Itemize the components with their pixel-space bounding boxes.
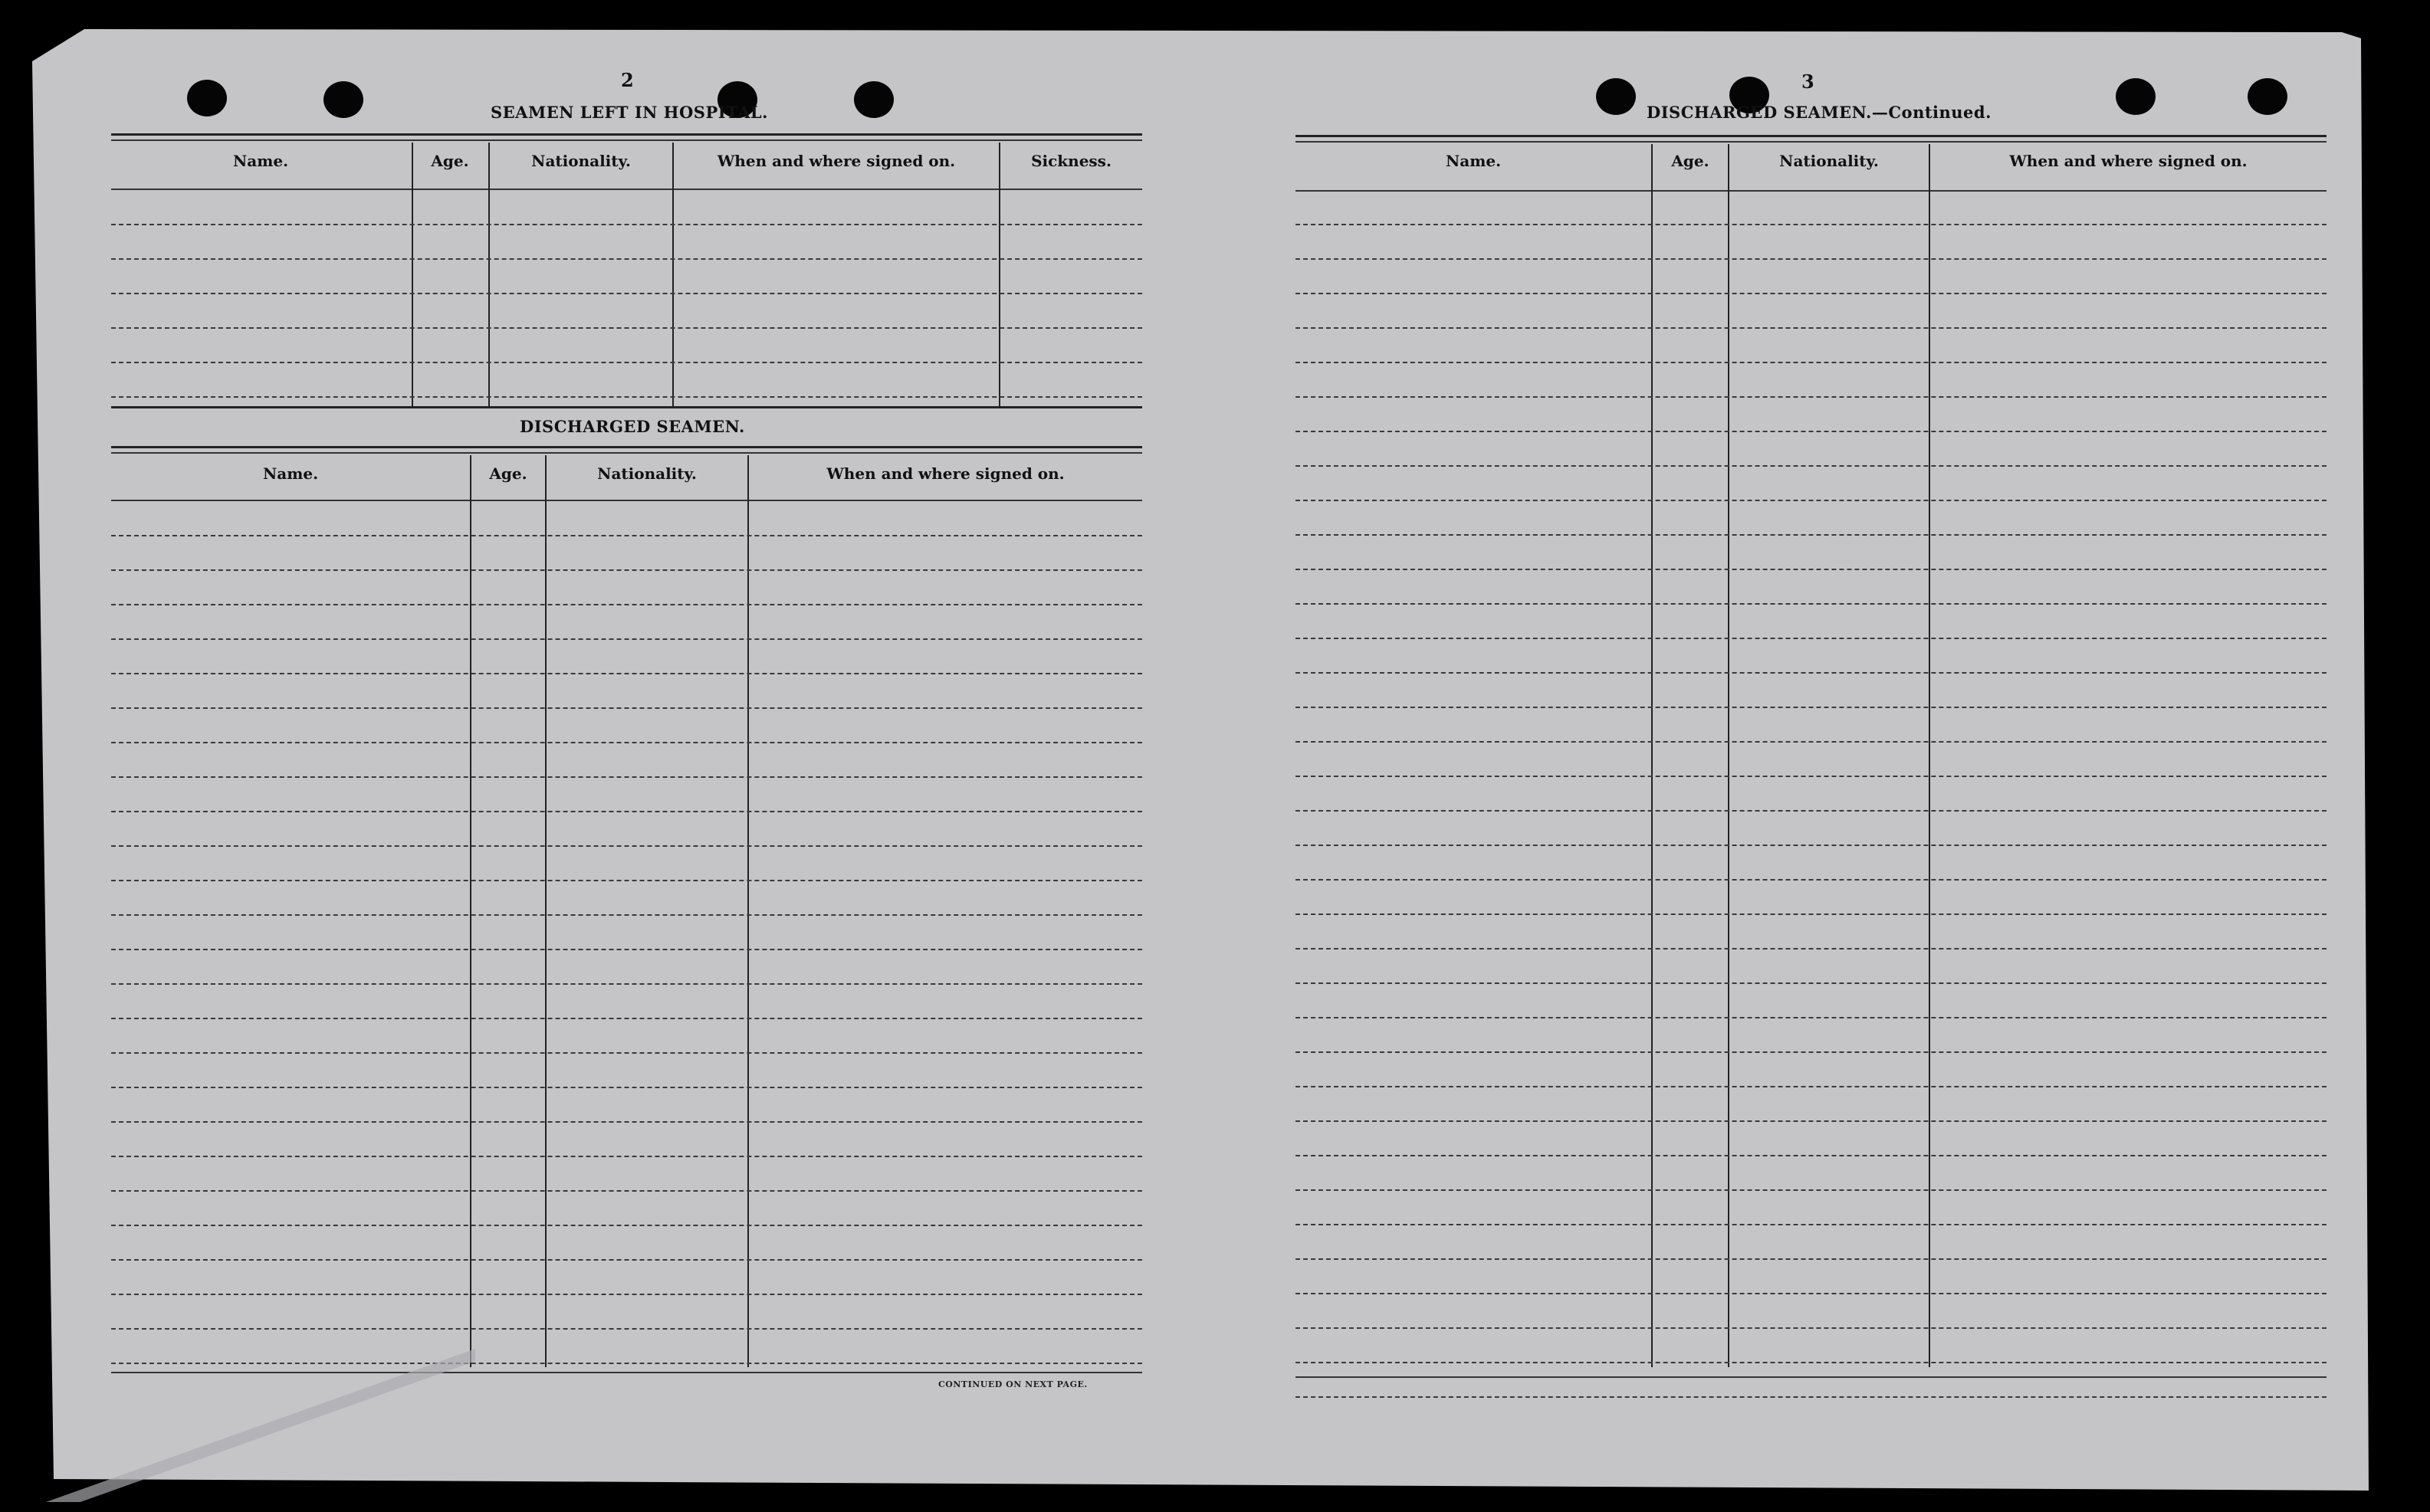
table-row[interactable] (111, 1121, 1142, 1123)
hospital-section-title: SEAMEN LEFT IN HOSPITAL. (491, 103, 768, 122)
table-row[interactable] (1295, 1258, 2327, 1260)
hospital-top-rule (111, 133, 1142, 136)
table-row[interactable] (111, 224, 1142, 225)
right-bottom-rule (1295, 1376, 2327, 1378)
table-row[interactable] (1295, 672, 2327, 674)
table-row[interactable] (1295, 1293, 2327, 1294)
table-row[interactable] (1295, 293, 2327, 294)
table-row[interactable] (111, 845, 1142, 847)
table-row[interactable] (111, 396, 1142, 398)
right-col-name: Name. (1445, 152, 1502, 170)
discharged-col-signed-on: When and where signed on. (826, 464, 1065, 483)
punch-hole (2116, 78, 2156, 115)
hospital-col-nationality: Nationality. (531, 152, 631, 170)
table-row[interactable] (1295, 569, 2327, 570)
punch-hole (323, 81, 363, 118)
table-row[interactable] (111, 293, 1142, 294)
hospital-col-age: Age. (431, 152, 469, 170)
table-row[interactable] (1295, 879, 2327, 881)
hospital-col-sickness: Sickness. (1031, 152, 1112, 170)
discharged-top-rule (111, 446, 1142, 448)
table-row[interactable] (111, 811, 1142, 812)
table-row[interactable] (111, 604, 1142, 605)
table-row[interactable] (111, 569, 1142, 571)
table-row[interactable] (1295, 1017, 2327, 1018)
table-row[interactable] (111, 1190, 1142, 1192)
discharged-col-nationality: Nationality. (597, 464, 697, 483)
continued-note: CONTINUED ON NEXT PAGE. (938, 1379, 1088, 1389)
discharged-col-age: Age. (489, 464, 527, 483)
discharged-top-rule (111, 452, 1142, 454)
discharged-section-title: DISCHARGED SEAMEN. (520, 417, 745, 436)
punch-hole (854, 81, 894, 118)
hospital-top-rule (111, 139, 1142, 141)
hospital-col-divider (672, 143, 674, 406)
right-col-nationality: Nationality. (1779, 152, 1879, 170)
table-row[interactable] (111, 983, 1142, 985)
right-top-rule (1295, 135, 2327, 137)
table-row[interactable] (1295, 707, 2327, 708)
punch-hole (2248, 78, 2287, 115)
table-row[interactable] (1295, 431, 2327, 432)
table-row[interactable] (1295, 327, 2327, 329)
table-row[interactable] (111, 535, 1142, 536)
table-row[interactable] (1295, 224, 2327, 225)
table-row[interactable] (1295, 1120, 2327, 1122)
table-row[interactable] (1295, 776, 2327, 777)
table-row[interactable] (1295, 1224, 2327, 1225)
hospital-col-signed-on: When and where signed on. (717, 152, 956, 170)
table-row[interactable] (111, 914, 1142, 916)
table-row[interactable] (111, 673, 1142, 674)
table-row[interactable] (1295, 258, 2327, 260)
table-row[interactable] (111, 1328, 1142, 1330)
hospital-col-divider (999, 143, 1000, 406)
table-row[interactable] (111, 1259, 1142, 1261)
table-row[interactable] (1295, 362, 2327, 363)
table-row[interactable] (1295, 1396, 2327, 1398)
table-row[interactable] (111, 880, 1142, 881)
table-row[interactable] (111, 742, 1142, 743)
hospital-col-divider (488, 143, 490, 406)
table-row[interactable] (1295, 396, 2327, 398)
hospital-col-divider (412, 143, 413, 406)
table-row[interactable] (1295, 741, 2327, 743)
table-row[interactable] (1295, 1086, 2327, 1087)
table-row[interactable] (1295, 638, 2327, 639)
hospital-bottom-rule (111, 406, 1142, 408)
table-row[interactable] (1295, 845, 2327, 846)
table-row[interactable] (1295, 1051, 2327, 1053)
table-row[interactable] (1295, 465, 2327, 467)
right-col-signed-on: When and where signed on. (2009, 152, 2248, 170)
right-col-age: Age. (1671, 152, 1709, 170)
discharged-col-divider (470, 455, 471, 1367)
table-row[interactable] (1295, 1189, 2327, 1191)
table-row[interactable] (1295, 810, 2327, 812)
table-row[interactable] (1295, 1327, 2327, 1329)
table-row[interactable] (1295, 913, 2327, 915)
table-row[interactable] (1295, 982, 2327, 984)
table-row[interactable] (1295, 500, 2327, 501)
table-row[interactable] (111, 1294, 1142, 1295)
table-row[interactable] (111, 949, 1142, 950)
table-row[interactable] (111, 1225, 1142, 1226)
page-number-left: 2 (621, 69, 634, 91)
table-row[interactable] (111, 1052, 1142, 1054)
table-row[interactable] (111, 327, 1142, 329)
discharged-col-divider (545, 455, 547, 1367)
discharged-header-rule (111, 500, 1142, 501)
table-row[interactable] (1295, 948, 2327, 950)
table-row[interactable] (111, 638, 1142, 640)
hospital-col-name: Name. (232, 152, 289, 170)
continued-section-title: DISCHARGED SEAMEN.—Continued. (1647, 103, 1992, 122)
table-row[interactable] (111, 1156, 1142, 1157)
table-row[interactable] (1295, 1155, 2327, 1156)
punch-hole (187, 80, 227, 116)
table-row[interactable] (111, 1018, 1142, 1019)
table-row[interactable] (111, 707, 1142, 709)
table-row[interactable] (111, 258, 1142, 260)
table-row[interactable] (111, 776, 1142, 778)
table-row[interactable] (1295, 534, 2327, 536)
punch-hole (1596, 78, 1636, 115)
discharged-col-name: Name. (262, 464, 319, 483)
table-row[interactable] (1295, 1362, 2327, 1363)
table-row[interactable] (1295, 603, 2327, 605)
discharged-col-divider (747, 455, 749, 1367)
table-row[interactable] (111, 1087, 1142, 1088)
discharged-bottom-rule (111, 1372, 1142, 1373)
table-row[interactable] (111, 362, 1142, 363)
table-row[interactable] (111, 1363, 1142, 1364)
hospital-header-rule (111, 189, 1142, 190)
right-header-rule (1295, 190, 2327, 192)
page-number-right: 3 (1801, 71, 1814, 93)
right-top-rule (1295, 141, 2327, 143)
